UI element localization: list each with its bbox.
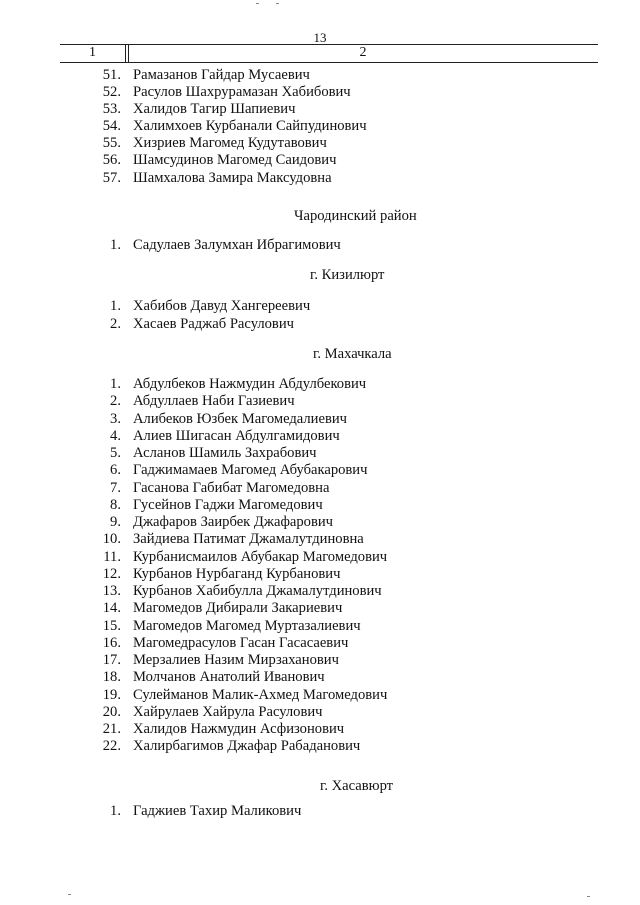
section-title-kizilyurt: г. Кизилюрт	[310, 267, 385, 283]
list-item: 11. Курбанисмаилов Абубакар Магомедович	[103, 549, 388, 565]
table-header	[60, 44, 598, 62]
list-item: 51. Рамазанов Гайдар Мусаевич	[102, 67, 310, 83]
header-column-divider	[125, 44, 126, 62]
list-item: 8. Гусейнов Гаджи Магомедович	[110, 497, 323, 513]
scan-speck	[276, 3, 279, 4]
section-title-khasavyurt: г. Хасавюрт	[320, 778, 394, 794]
list-item: 57. Шамхалова Замира Максудовна	[102, 170, 332, 186]
list-item: 19. Сулейманов Малик-Ахмед Магомедович	[102, 687, 388, 703]
list-item: 5. Асланов Шамиль Захрабович	[110, 445, 317, 461]
list-item: 54. Халимхоев Курбанали Сайпудинович	[102, 118, 367, 134]
list-item: 1. Абдулбеков Нажмудин Абдулбекович	[110, 376, 367, 392]
list-item: 3. Алибеков Юзбек Магомедалиевич	[110, 411, 347, 427]
list-item: 6. Гаджимамаев Магомед Абубакарович	[110, 462, 368, 478]
list-item: 2. Хасаев Раджаб Расулович	[110, 316, 294, 332]
list-item: 1. Хабибов Давуд Хангереевич	[110, 298, 311, 314]
list-item: 9. Джафаров Заирбек Джафарович	[110, 514, 334, 530]
list-item: 20. Хайрулаев Хайрула Расулович	[102, 704, 323, 720]
section-title-makhachkala: г. Махачкала	[313, 346, 392, 362]
header-column-1-label: 1	[89, 45, 96, 60]
list-item: 56. Шамсудинов Магомед Саидович	[102, 152, 337, 168]
list-item: 55. Хизриев Магомед Кудутавович	[102, 135, 327, 151]
list-item: 1. Садулаев Залумхан Ибрагимович	[110, 237, 341, 253]
list-item: 2. Абдуллаев Наби Газиевич	[110, 393, 295, 409]
header-bottom-rule	[60, 62, 598, 63]
list-item: 17. Мерзалиев Назим Мирзаханович	[102, 652, 339, 668]
list-item: 13. Курбанов Хабибулла Джамалутдинович	[102, 583, 382, 599]
list-item: 1. Гаджиев Тахир Маликович	[110, 803, 302, 819]
list-item: 21. Халидов Нажмудин Асфизонович	[102, 721, 345, 737]
list-item: 12. Курбанов Нурбаганд Курбанович	[102, 566, 341, 582]
scan-speck	[68, 894, 71, 895]
list-item: 10. Зайдиева Патимат Джамалутдиновна	[102, 531, 364, 547]
list-item: 14. Магомедов Дибирали Закариевич	[102, 600, 343, 616]
list-item: 53. Халидов Тагир Шапиевич	[102, 101, 296, 117]
page-number: 13	[313, 30, 327, 45]
list-item: 16. Магомедрасулов Гасан Гасасаевич	[102, 635, 349, 651]
list-item: 18. Молчанов Анатолий Иванович	[102, 669, 325, 685]
list-item: 4. Алиев Шигасан Абдулгамидович	[110, 428, 340, 444]
scan-speck	[587, 896, 590, 897]
list-item: 52. Расулов Шахрурамазан Хабибович	[102, 84, 351, 100]
header-column-2-label: 2	[359, 45, 367, 60]
section-title-charodinsky: Чародинский район	[294, 208, 417, 224]
list-item: 7. Гасанова Габибат Магомедовна	[110, 480, 330, 496]
scan-speck	[256, 3, 259, 4]
list-item: 15. Магомедов Магомед Муртазалиевич	[102, 618, 361, 634]
list-item: 22. Халирбагимов Джафар Рабаданович	[102, 738, 361, 754]
